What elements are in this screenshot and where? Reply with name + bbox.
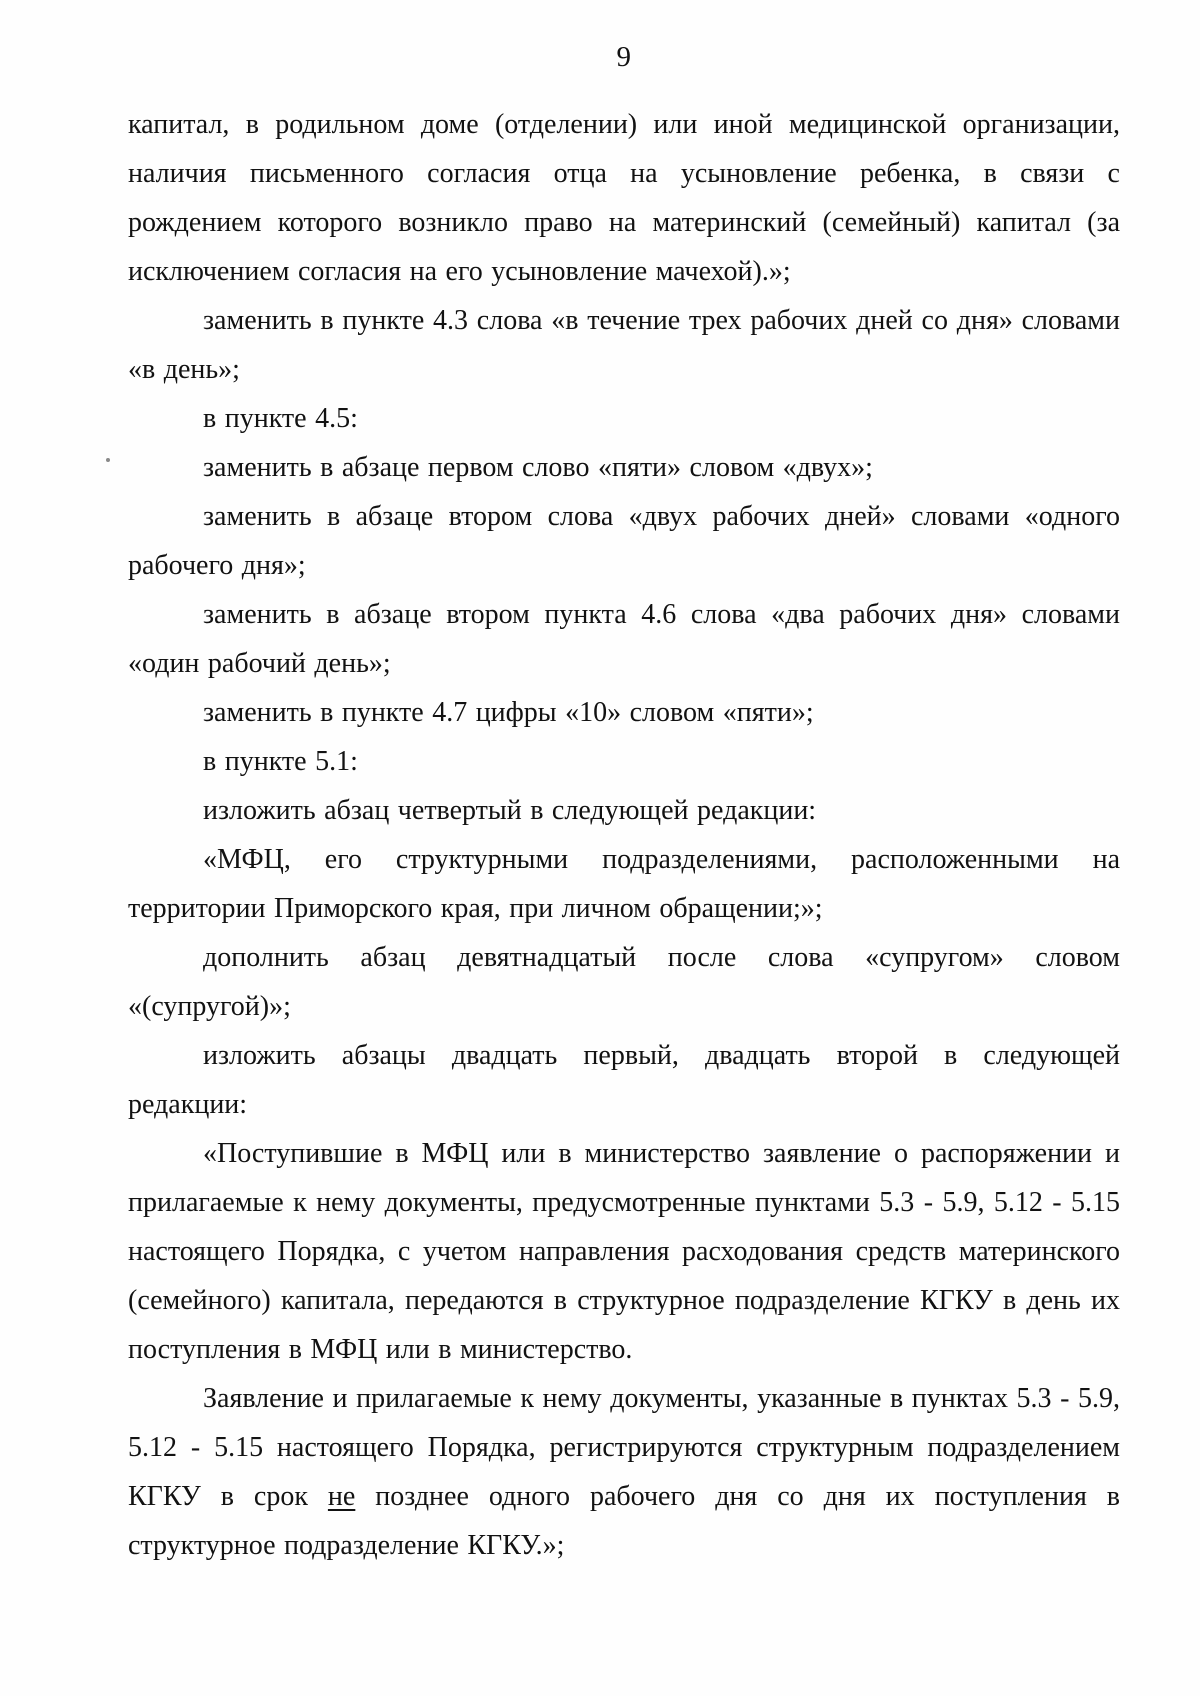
paragraph: изложить абзацы двадцать первый, двадцать второй в следующей редакции: xyxy=(128,1040,1120,1120)
scan-artifact-dot xyxy=(106,458,110,462)
paragraph: заменить в абзаце втором пункта 4.6 слова «два рабочих дня» словами «один рабочий день»; xyxy=(128,599,1120,679)
paragraph: «МФЦ, его структурными подразделениями, расположенными на территории Приморского края, при личном обращении;»; xyxy=(128,844,1120,924)
paragraph-text: Заявление и прилагаемые к нему документы, указанные в пунктах 5.3 - 5.9, 5.12 - 5.15 настоящего Порядка, регистрируются структурным подразделением КГКУ в срок xyxy=(128,1383,1120,1512)
paragraph: заменить в пункте 4.7 цифры «10» словом «пяти»; xyxy=(203,697,814,728)
paragraph: заменить в абзаце первом слово «пяти» словом «двух»; xyxy=(203,452,873,483)
paragraph: изложить абзац четвертый в следующей редакции: xyxy=(203,795,817,826)
page-number: 9 xyxy=(616,41,632,73)
paragraph: заменить в абзаце втором слова «двух рабочих дней» словами «одного рабочего дня»; xyxy=(128,501,1120,581)
paragraph-text: позднее одного рабочего дня со дня их поступления в структурное подразделение КГКУ.»; xyxy=(128,1481,1120,1561)
document-body xyxy=(128,100,1120,1570)
paragraph: заменить в пункте 4.3 слова «в течение трех рабочих дней со дня» словами «в день»; xyxy=(128,305,1120,385)
underlined-word: не xyxy=(327,1481,356,1512)
paragraph: дополнить абзац девятнадцатый после слова «супругом» словом «(супругой)»; xyxy=(128,942,1120,1022)
paragraph xyxy=(128,1374,1120,1570)
paragraph: «Поступившие в МФЦ или в министерство заявление о распоряжении и прилагаемые к нему документы, предусмотренные пунктами 5.3 - 5.9, 5.12 - 5.15 настоящего Порядка, с учетом направления расходования средств материнского (семейного) капитала, передаются в структурное подразделение КГКУ в день их поступления в МФЦ или в министерство. xyxy=(128,1138,1120,1365)
paragraph-continuation: капитал, в родильном доме (отделении) или иной медицинской организации, наличия письменного согласия отца на усыновление ребенка, в связи с рождением которого возникло право на материнский (семейный) капитал (за исключением согласия на его усыновление мачехой).»; xyxy=(128,109,1120,287)
paragraph: в пункте 5.1: xyxy=(203,746,358,777)
paragraph: в пункте 4.5: xyxy=(203,403,358,434)
